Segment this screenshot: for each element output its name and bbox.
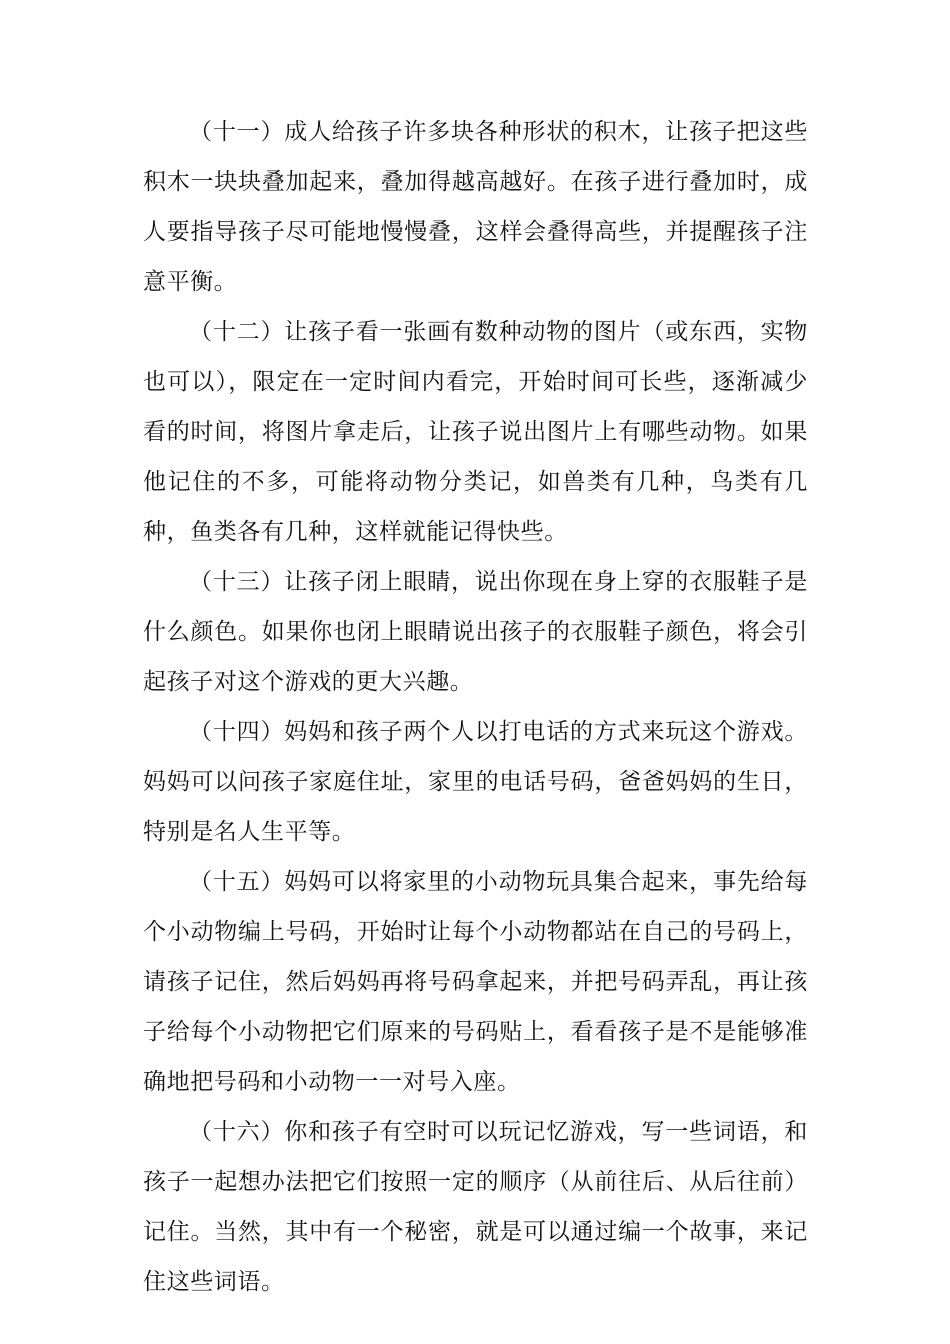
paragraph-14: （十四）妈妈和孩子两个人以打电话的方式来玩这个游戏。妈妈可以问孩子家庭住址，家里的电话号码，爸爸妈妈的生日，特别是名人生平等。 <box>143 719 808 845</box>
paragraph-15: （十五）妈妈可以将家里的小动物玩具集合起来，事先给每个小动物编上号码，开始时让每个小动物都站在自己的号码上，请孩子记住，然后妈妈再将号码拿起来，并把号码弄乱，再让孩子给每个小动物把它们原来的号码贴上，看看孩子是不是能够准确地把号码和小动物一一对号入座。 <box>143 869 808 1095</box>
paragraph-11: （十一）成人给孩子许多块各种形状的积木，让孩子把这些积木一块块叠加起来，叠加得越高越好。在孩子进行叠加时，成人要指导孩子尽可能地慢慢叠，这样会叠得高些，并提醒孩子注意平衡。 <box>143 119 808 295</box>
document-body <box>143 107 808 1307</box>
paragraph-16: （十六）你和孩子有空时可以玩记忆游戏，写一些词语，和孩子一起想办法把它们按照一定的顺序（从前往后、从后往前）记住。当然，其中有一个秘密，就是可以通过编一个故事，来记住这些词语。 <box>143 1119 808 1295</box>
paragraph-12: （十二）让孩子看一张画有数种动物的图片（或东西，实物也可以），限定在一定时间内看完，开始时间可长些，逐渐减少看的时间，将图片拿走后，让孩子说出图片上有哪些动物。如果他记住的不多，可能将动物分类记，如兽类有几种，鸟类有几种，鱼类各有几种，这样就能记得快些。 <box>143 319 808 545</box>
paragraph-13: （十三）让孩子闭上眼睛，说出你现在身上穿的衣服鞋子是什么颜色。如果你也闭上眼睛说出孩子的衣服鞋子颜色，将会引起孩子对这个游戏的更大兴趣。 <box>143 569 808 695</box>
